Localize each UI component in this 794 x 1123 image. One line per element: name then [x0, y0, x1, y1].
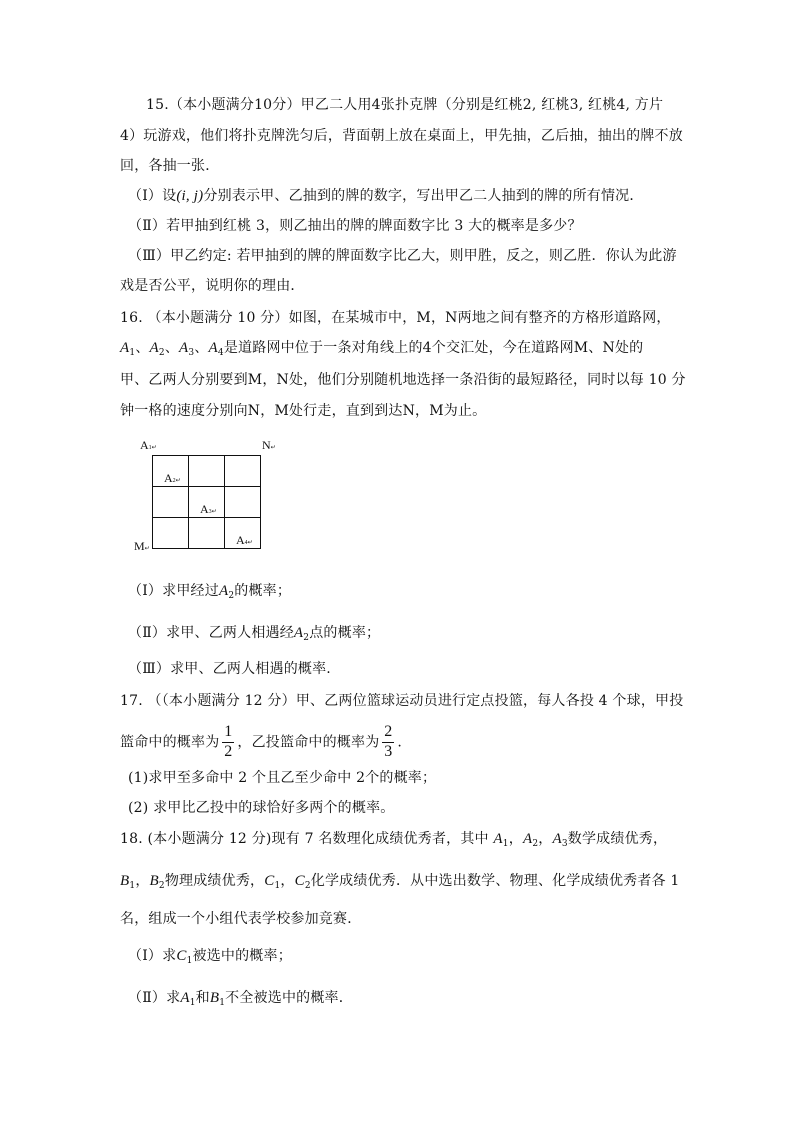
- q16-part2-sub: 2: [303, 633, 310, 643]
- q18-var-a: A: [522, 831, 533, 847]
- q17-line1: 17. （（本小题满分 12 分）甲、乙两位篮球运动员进行定点投篮，每人各投 4 个球，甲投: [120, 693, 684, 709]
- fraction-two-thirds: [382, 724, 394, 761]
- q17-line2-mid: ，乙投篮命中的概率为: [237, 734, 380, 751]
- q18-var-c: C: [294, 873, 305, 889]
- q16-var-a3: A: [179, 340, 189, 356]
- comma: ，: [280, 873, 295, 889]
- sub: 2: [158, 881, 165, 891]
- fraction-numerator: 2: [384, 723, 393, 740]
- q16-line4: 钟一格的速度分别向N，M处行走，直到到达N，M为止。: [120, 403, 487, 419]
- q16-part1-var: A: [218, 583, 229, 599]
- sub: 1: [186, 956, 193, 966]
- q18-var-b: B: [149, 873, 159, 889]
- q16-part2: [128, 626, 380, 643]
- q15-line2: 4）玩游戏，他们将扑克牌洗匀后，背面朝上放在桌面上，甲先抽，乙后抽，抽出的牌不放: [120, 128, 683, 144]
- sub: 1: [189, 998, 196, 1008]
- q17-line2-prefix: 篮命中的概率为: [120, 734, 220, 751]
- fraction-denominator: 3: [384, 742, 393, 760]
- q15-part1: [128, 189, 644, 204]
- q16-sub-2: 2: [158, 348, 165, 358]
- q18-line2: [120, 874, 680, 891]
- fraction-numerator: 1: [224, 723, 233, 740]
- q16-var-a1: A: [120, 340, 130, 356]
- fraction-one-half: [222, 724, 234, 761]
- q16-sep: 、: [164, 340, 180, 356]
- q18-line1-suffix: 数学成绩优秀，: [567, 831, 668, 847]
- q17-line2-end: .: [397, 734, 403, 751]
- sub: 1: [129, 881, 136, 891]
- q17-part2: (2) 求甲比乙投中的球恰好多两个的概率。: [128, 800, 395, 816]
- q15-part2: （Ⅱ）若甲抽到红桃 3，则乙抽出的牌的牌面数字比 3 大的概率是多少？: [128, 218, 582, 234]
- grid-label-a2: A2↵: [164, 471, 181, 485]
- q16-sub-1: 1: [129, 348, 136, 358]
- q18-line1: [120, 832, 667, 849]
- sub: 3: [561, 839, 568, 849]
- comma: ，: [508, 831, 523, 847]
- comma: ，: [538, 831, 553, 847]
- grid-label-m: M↵: [134, 539, 150, 553]
- q16-part2-suffix: 点的概率；: [309, 625, 381, 641]
- q18-var-c: C: [264, 873, 275, 889]
- q17-line2: [120, 724, 402, 761]
- q18-line2-mid: 物理成绩优秀，: [164, 873, 265, 889]
- q16-part2-prefix: （Ⅱ）求甲、乙两人相遇经: [128, 625, 294, 641]
- q16-part3: （Ⅲ）求甲、乙两人相遇的概率.: [128, 661, 331, 677]
- q18-part1-prefix: （Ⅰ）求: [128, 948, 177, 964]
- grid-label-n: N↵: [262, 438, 276, 452]
- q18-line3: 名，组成一个小组代表学校参加竞赛．: [120, 911, 362, 927]
- q16-part1-sub: 2: [228, 591, 235, 601]
- q18-part1-suffix: 被选中的概率；: [192, 948, 292, 964]
- q15-part3-line1: （Ⅲ）甲乙约定: 若甲抽到的牌的牌面数字比乙大，则甲胜，反之，则乙胜．你认为此游: [128, 248, 677, 264]
- q18-part1-var: C: [176, 948, 187, 964]
- q16-line1: 16. （本小题满分 10 分）如图，在某城市中，M，N两地之间有整齐的方格形道路网，: [120, 310, 671, 326]
- q18-part2-and: 和: [195, 990, 210, 1006]
- comma: ，: [135, 873, 150, 889]
- q18-var-a: A: [493, 831, 503, 847]
- q16-var-a4: A: [208, 340, 218, 356]
- q18-line1-prefix: 18. (本小题满分 12 分)现有 7 名数理化成绩优秀者，其中: [120, 831, 489, 847]
- q18-var-b: B: [120, 873, 130, 889]
- q18-part2-suffix: 不全被选中的概率．: [225, 990, 353, 1006]
- grid-label-a4: A4↵: [236, 533, 253, 547]
- q16-part1-suffix: 的概率；: [234, 583, 292, 599]
- sub: 1: [274, 881, 281, 891]
- q16-line3: 甲、乙两人分别要到M，N处，他们分别随机地选择一条沿街的最短路径，同时以每 10 分: [120, 372, 686, 388]
- q16-part2-var: A: [293, 625, 304, 641]
- q16-line2: [120, 341, 643, 358]
- sub: 1: [502, 839, 509, 849]
- q16-part1-prefix: （Ⅰ）求甲经过: [128, 583, 219, 599]
- q16-line2-tail: 是道路网中位于一条对角线上的4个交汇处，今在道路网M、N处的: [223, 340, 644, 356]
- q18-part2-var-a: A: [180, 990, 190, 1006]
- street-grid-figure: [132, 436, 302, 556]
- q18-part2: [128, 991, 353, 1008]
- q16-sep: 、: [135, 340, 150, 356]
- q18-part2-prefix: （Ⅱ）求: [128, 990, 181, 1006]
- q15-part3-line2: 戏是否公平，说明你的理由．: [120, 278, 305, 294]
- q18-part2-var-b: B: [209, 990, 220, 1006]
- street-grid: [132, 436, 302, 556]
- sub: 1: [219, 998, 226, 1008]
- sub: 2: [532, 839, 539, 849]
- q18-var-a: A: [552, 831, 562, 847]
- fraction-denominator: 2: [224, 742, 233, 760]
- q16-sep: 、: [194, 340, 209, 356]
- q15-line3: 回，各抽一张．: [120, 158, 220, 174]
- q15-line1: 15.（本小题满分10分）甲乙二人用4张扑克牌（分别是红桃2, 红桃3, 红桃4, 方片: [146, 97, 664, 113]
- q15-pair-variable: (i, j): [176, 188, 204, 204]
- q18-line2-suffix: 化学成绩优秀．从中选出数学、物理、化学成绩优秀者各 1: [310, 873, 680, 889]
- q16-sub-4: 4: [217, 348, 224, 358]
- q17-part1: (1)求甲至多命中 2 个且乙至少命中 2个的概率；: [128, 770, 437, 786]
- q18-part1: [128, 949, 292, 966]
- q16-var-a2: A: [149, 340, 159, 356]
- q16-part1: [128, 584, 291, 601]
- q15-part1-suffix: 分别表示甲、乙抽到的牌的数字，写出甲乙二人抽到的牌的所有情况．: [203, 188, 644, 204]
- sub: 2: [304, 881, 311, 891]
- q15-part1-prefix: （Ⅰ）设: [128, 188, 177, 204]
- q16-sub-3: 3: [188, 348, 195, 358]
- grid-label-a1: A1↵: [140, 438, 157, 452]
- grid-label-a3: A3↵: [200, 502, 217, 516]
